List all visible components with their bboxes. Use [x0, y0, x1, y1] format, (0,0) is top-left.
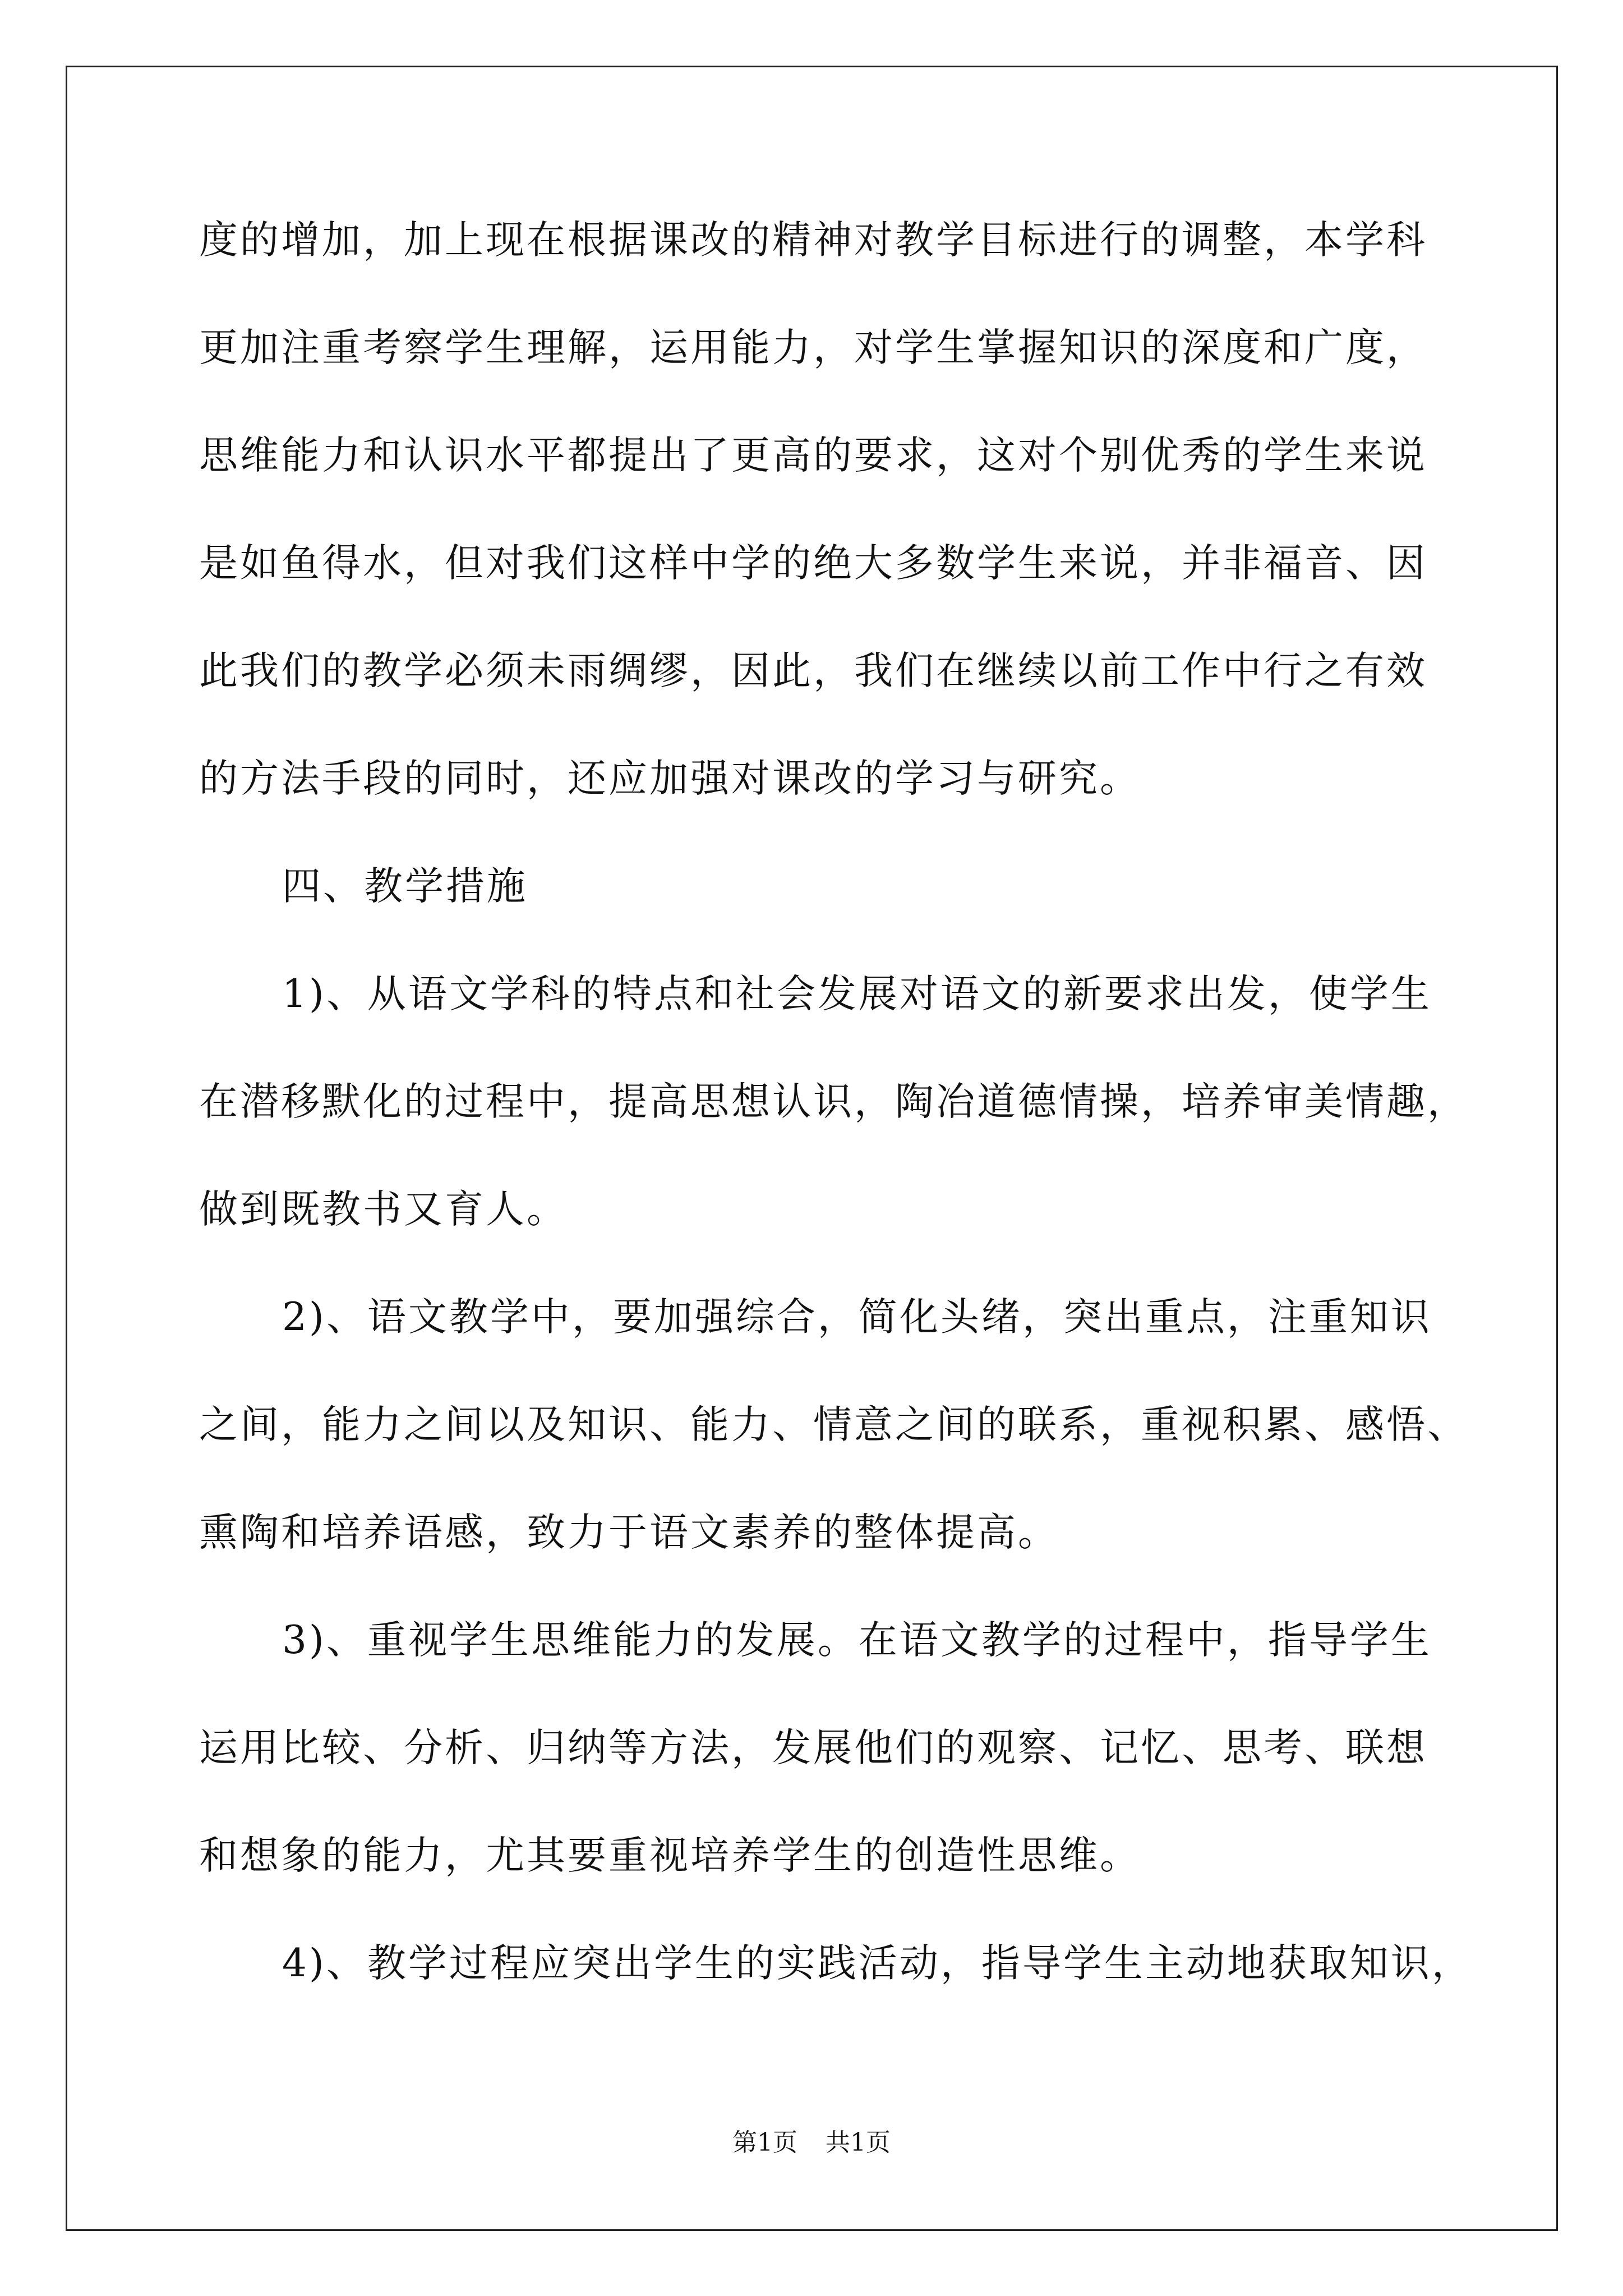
text-line: 之间，能力之间以及知识、能力、情意之间的联系，重视积累、感悟、 — [199, 1402, 1468, 1447]
text-line: 思维能力和认识水平都提出了更高的要求，这对个别优秀的学生来说 — [199, 433, 1427, 478]
text-line: 此我们的教学必须未雨绸缪，因此，我们在继续以前工作中行之有效 — [199, 648, 1427, 693]
text-line: 1)、从语文学科的特点和社会发展对语文的新要求出发，使学生 — [282, 972, 1432, 1016]
text-line: 4)、教学过程应突出学生的实践活动，指导学生主动地获取知识， — [282, 1941, 1473, 1986]
text-line: 是如鱼得水，但对我们这样中学的绝大多数学生来说，并非福音、因 — [199, 541, 1427, 586]
text-line: 更加注重考察学生理解，运用能力，对学生掌握知识的深度和广度， — [199, 325, 1427, 370]
text-line: 在潜移默化的过程中，提高思想认识，陶冶道德情操，培养审美情趣， — [199, 1079, 1468, 1124]
text-line: 的方法手段的同时，还应加强对课改的学习与研究。 — [199, 756, 1141, 801]
page-number: 第1页 — [732, 2128, 797, 2157]
section-heading: 四、教学措施 — [282, 864, 528, 909]
text-line: 运用比较、分析、归纳等方法，发展他们的观察、记忆、思考、联想 — [199, 1726, 1427, 1770]
text-line: 做到既教书又育人。 — [199, 1187, 568, 1232]
page-total: 共1页 — [826, 2128, 891, 2157]
page-border — [66, 66, 1558, 2231]
text-line: 和想象的能力，尤其要重视培养学生的创造性思维。 — [199, 1833, 1141, 1878]
text-line: 度的增加，加上现在根据课改的精神对教学目标进行的调整，本学科 — [199, 218, 1427, 263]
text-line: 3)、重视学生思维能力的发展。在语文教学的过程中，指导学生 — [282, 1618, 1432, 1663]
text-line: 2)、语文教学中，要加强综合，简化头绪，突出重点，注重知识 — [282, 1295, 1432, 1340]
text-line: 熏陶和培养语感，致力于语文素养的整体提高。 — [199, 1510, 1059, 1555]
page-footer — [0, 2126, 1623, 2160]
